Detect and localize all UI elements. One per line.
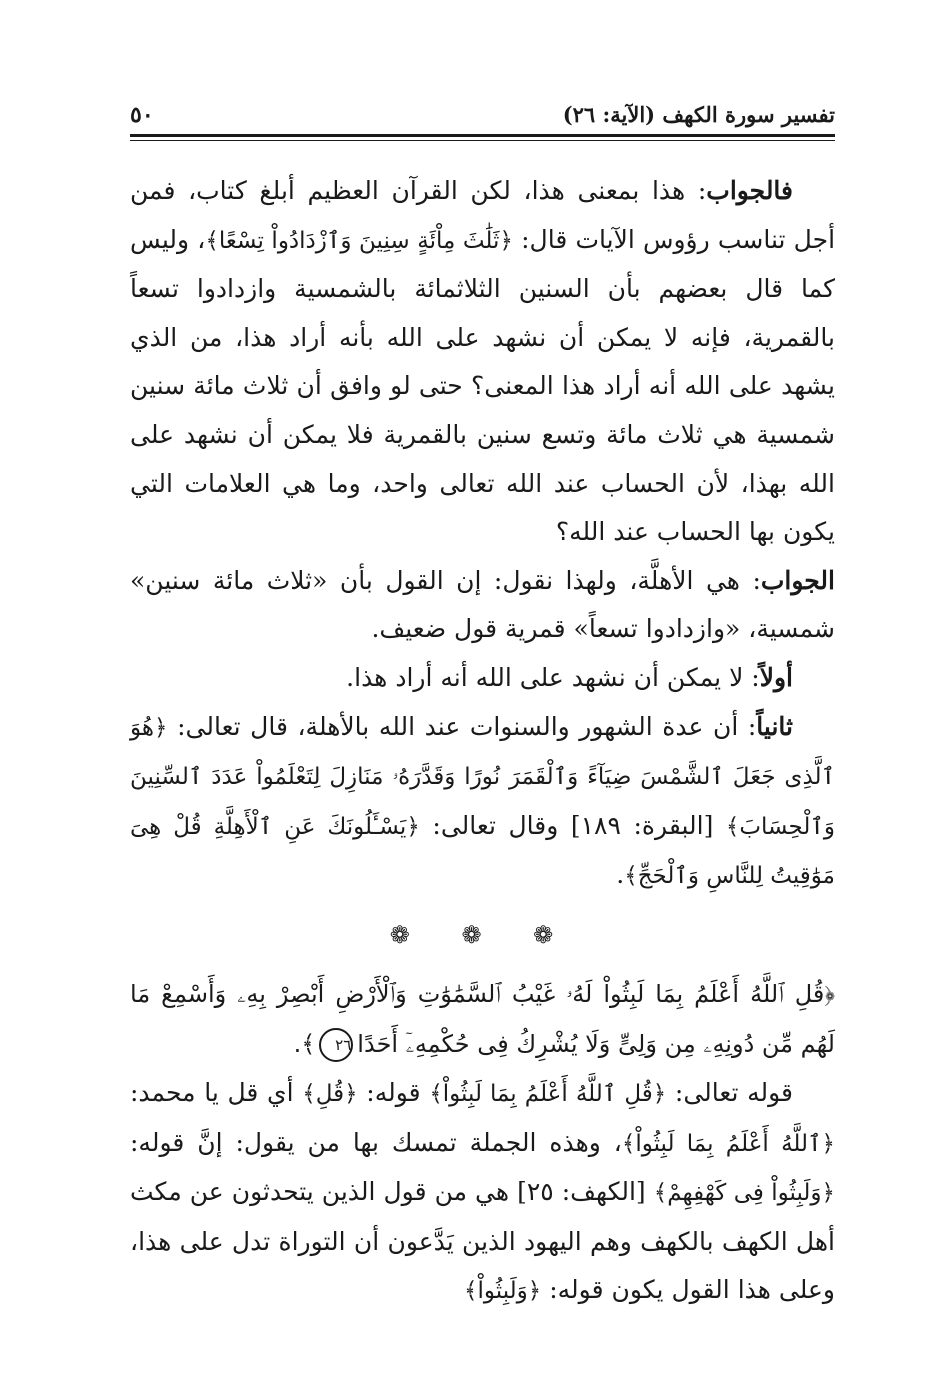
paragraph-text: أي قل يا محمد: — [130, 1077, 303, 1107]
paragraph-text: ، وليس كما قال بعضهم بأن السنين الثلاثمائة بالشمسية وازدادوا تسعاً بالقمرية، فإنه لا يمكن أن نشهد على الله بأنه أراد هذا، من الذي يشهد على الله أنه أراد هذا المعنى؟ حتى لو وافق أن ثلاث مائة سنين شمسية هي ثلاث مائة وتسع سنين بالقمرية فلا يمكن أن نشهد على الله بهذا، لأن الحساب عند الله تعالى واحد، وما هي العلامات التي يكون بها الحساب عند الله؟ — [130, 224, 835, 547]
quran-quote: ﴿قُلِ﴾ — [302, 1080, 358, 1107]
paragraph-text: : هي الأهلَّة، ولهذا نقول: إن القول بأن «ثلاث مائة سنين» شمسية، «وازدادوا تسعاً» قمرية قول ضعيف. — [130, 565, 835, 644]
paragraph-commentary — [130, 1069, 835, 1316]
body-text — [130, 167, 835, 1316]
page-number: ٥٠ — [130, 102, 154, 128]
book-page — [130, 96, 835, 1316]
section-separator: ❁ ❁ ❁ — [389, 920, 576, 949]
paragraph-lead: الجواب — [760, 565, 835, 595]
verse-block — [130, 969, 835, 1069]
running-header — [130, 96, 835, 130]
paragraph-answer-1 — [130, 167, 835, 557]
paragraph-text: ، وهذه الجملة تمسك بها من يقول: إنَّ قوله: — [130, 1127, 622, 1157]
paragraph-lead: فالجواب — [706, 176, 793, 205]
quran-quote: ﴿ثَلَٰثَ مِاْئَةٍ سِنِينَ وَٱزْدَادُواْ تِسْعًا﴾ — [205, 227, 513, 254]
paragraph-text: قوله تعالى: — [666, 1077, 793, 1107]
paragraph-text: : لا يمكن أن نشهد على الله أنه أراد هذا. — [346, 662, 760, 692]
paragraph-text: . — [616, 860, 625, 890]
paragraph-answer-2 — [130, 557, 835, 654]
header-rule-thin — [130, 140, 835, 141]
paragraph-lead: ثانياً — [756, 711, 793, 741]
paragraph-text: [الكهف: ٢٥] هي من قول الذين يتحدثون عن مكث أهل الكهف بالكهف وهم اليهود الذين يَدَّعون أن التوراة تدل على هذا، وعلى هذا القول يكون قوله: — [130, 1177, 835, 1305]
quran-quote: ﴿يَسْـَٔلُونَكَ عَنِ ٱلْأَهِلَّةِ قُلْ هِىَ مَوَٰقِيتُ لِلنَّاسِ وَٱلْحَجِّ﴾ — [130, 813, 835, 890]
paragraph-text: : هذا بمعنى هذا، لكن القرآن العظيم أبلغ كتاب، فمن أجل تناسب رؤوس الآيات قال: — [130, 176, 836, 254]
paragraph-text: [البقرة: ١٨٩] وقال تعالى: — [419, 810, 726, 840]
paragraph-first-point — [130, 654, 835, 703]
verse-close: ﴾. — [293, 1029, 316, 1058]
quran-quote: ﴿هُوَ ٱلَّذِى جَعَلَ ٱلشَّمْسَ ضِيَآءً وَٱلْقَمَرَ نُورًا وَقَدَّرَهُۥ مَنَازِلَ لِتَعْلَمُواْ عَدَدَ ٱلسِّنِينَ وَٱلْحِسَابَ﴾ — [130, 714, 835, 840]
quran-quote: ﴿قُلِ ٱللَّهُ أَعْلَمُ بِمَا لَبِثُواْ﴾ — [429, 1080, 667, 1107]
ayah-number-badge: ٢٦ — [319, 1028, 353, 1062]
quran-quote: ﴿وَلَبِثُواْ﴾ — [464, 1278, 542, 1305]
running-title: تفسير سورة الكهف (الآية: ٢٦) — [562, 102, 835, 127]
verse-text: ﴿قُلِ ٱللَّهُ أَعْلَمُ بِمَا لَبِثُواْ لَهُۥ غَيْبُ ٱلسَّمَٰوَٰتِ وَٱلْأَرْضِ أَبْصِرْ بِهِۦ وَأَسْمِعْ مَا لَهُم مِّن دُونِهِۦ مِن وَلِىٍّ وَلَا يُشْرِكُ فِى حُكْمِهِۦٓ أَحَدًا — [130, 979, 835, 1058]
paragraph-lead: أولاً — [759, 662, 793, 692]
paragraph-second-point — [130, 703, 835, 901]
header-rule — [130, 134, 835, 137]
quran-quote: ﴿وَلَبِثُواْ فِى كَهْفِهِمْ﴾ — [653, 1180, 836, 1207]
paragraph-text: قوله: — [357, 1077, 430, 1107]
quran-quote: ﴿ٱللَّهُ أَعْلَمُ بِمَا لَبِثُواْ﴾ — [621, 1130, 836, 1157]
paragraph-text: : أن عدة الشهور والسنوات عند الله بالأهلة، قال تعالى: — [167, 711, 757, 741]
